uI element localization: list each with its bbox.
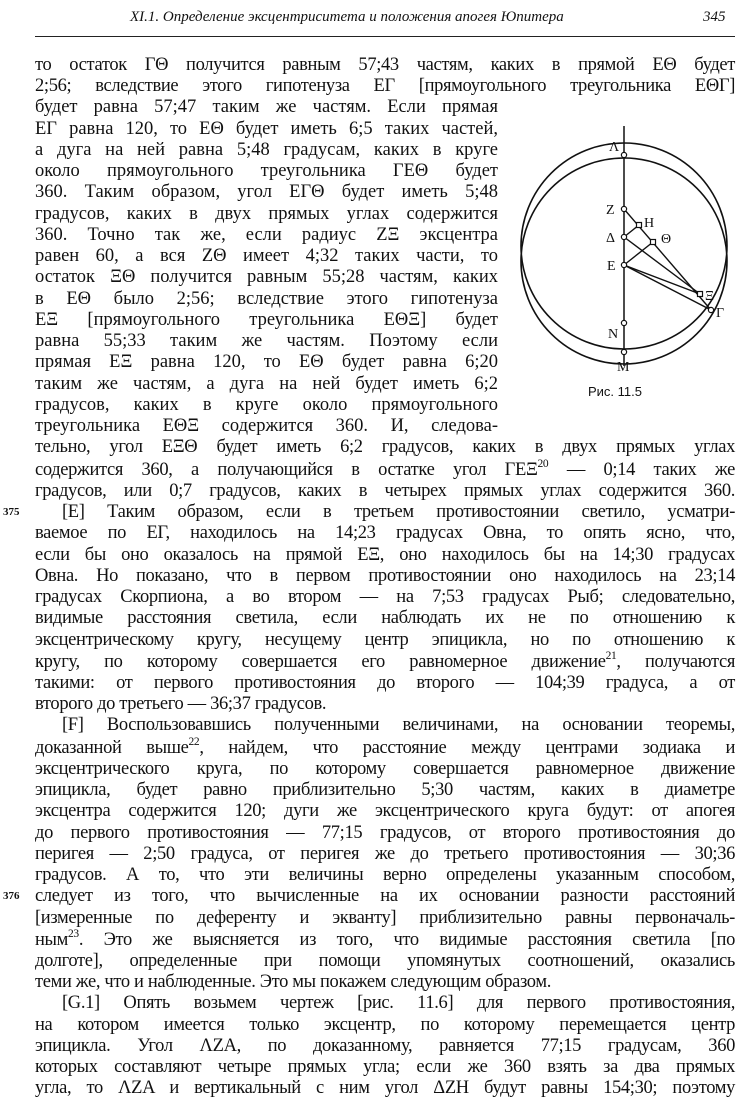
text-line: равна 55;33 таким же частям. Поэтому если (35, 331, 498, 351)
text-fragment: ным (35, 930, 68, 950)
label-delta: Δ (606, 231, 616, 246)
text-line: Овна. Но показано, что в первом противостоянии оно находилось на 23;14 (35, 566, 735, 586)
text-line (35, 652, 735, 673)
text-line: ΕΓ равна 120, то ΕΘ будет иметь 6;5 таких частей, (35, 119, 498, 139)
text-line: эксцентра содержится 120; дуги же эксцентрического круга будут: от апогея (35, 801, 735, 821)
text-line: 360. Таким образом, угол ΕΓΘ будет иметь 5;48 (35, 182, 498, 202)
running-title: XI.1. Определение эксцентриситета и положения апогея Юпитера (130, 9, 564, 25)
text-fragment: — 0;14 таких же (566, 460, 735, 480)
line-e-gamma (624, 265, 711, 310)
label-lambda: Λ (609, 140, 620, 155)
text-line: равен 60, а вся ΖΘ имеет 4;32 таких части, то (35, 246, 498, 266)
text-line: остаток ΞΘ получится равным 55;28 частям, каких (35, 267, 498, 287)
text-line (35, 738, 735, 759)
paragraph-e-start: [E] Таким образом, если в третьем противостоянии светило, усматри- (62, 502, 735, 522)
text-fragment: . Это же выясняется из того, что видимые расстояния светила [по (78, 930, 735, 950)
point-theta (651, 240, 656, 245)
footnote-ref-20[interactable]: 20 (537, 458, 549, 470)
label-gamma: Γ (716, 306, 725, 321)
text-line: 2;56; вследствие этого гипотенуза ΕΓ [прямоугольного треугольника ΕΘΓ] (35, 76, 735, 96)
margin-number-375: 375 (3, 506, 20, 518)
point-xi (698, 292, 703, 297)
text-fragment: содержится 360, а получающийся в остатке угол ΓΕΞ (35, 460, 538, 480)
text-line: градусов, каких в двух прямых углах содержится (35, 204, 498, 224)
paragraph-f-start: [F] Воспользовавшись полученными величинами, на основании теоремы, (62, 715, 735, 735)
text-line: эпицикла, будет равно приблизительно 5;30 частям, каких в диаметре (35, 780, 735, 800)
text-line: прямая ΕΞ равна 120, то ΕΘ будет равна 6;20 (35, 352, 498, 372)
text-line: в ΕΘ было 2;56; вследствие этого гипотенуза (35, 289, 498, 309)
label-theta: Θ (661, 232, 672, 247)
header-rule (35, 36, 735, 37)
footnote-ref-22[interactable]: 22 (188, 736, 200, 748)
text-line: теми же, что и наблюденные. Это мы покажем следующим образом. (35, 972, 551, 992)
text-line: градусов, каких в круге около прямоугольного (35, 395, 498, 415)
text-line: видимые расстояния светила, если наблюдать их не по отношению к (35, 608, 735, 628)
text-line: градусов, или 0;7 градусов, каких в четырех прямых углах содержится 360. (35, 481, 735, 501)
text-line: а дуга на ней равна 5;48 градусам, каких в круге (35, 140, 498, 160)
label-z: Z (606, 203, 615, 218)
paragraph-g1-start: [G.1] Опять возьмем чертеж [рис. 11.6] для первого противостояния, (62, 993, 735, 1013)
text-line: эксцентрического круга, по которому совершается равномерное движение (35, 759, 735, 779)
text-line: эксцентрическому кругу, несущему центр эпицикла, но по отношению к (35, 630, 735, 650)
point-delta (621, 234, 626, 239)
text-fragment: , найдем, что расстояние между центрами зодиака и (199, 738, 735, 758)
text-line: [измеренные по деференту и экванту] приблизительно равны первоначаль- (35, 908, 735, 928)
text-line: градусов. А то, что эти величины верно определены указанным способом, (35, 865, 735, 885)
text-line: такими: от первого противостояния до второго — 104;39 градуса, а от (35, 673, 735, 693)
figure-11-5 (500, 118, 735, 408)
figure-diagram (500, 118, 735, 380)
margin-number-376: 376 (3, 890, 20, 902)
text-line: угла, то ΛΖΑ и вертикальный с ним угол ΔΖΗ будут равны 154;30; поэтому (35, 1078, 735, 1098)
text-line: до первого противостояния — 77;15 градусов, от второго противостояния до (35, 823, 735, 843)
point-n (621, 320, 626, 325)
text-fragment: , получаются (616, 652, 736, 672)
text-line: тельно, угол ΕΞΘ будет иметь 6;2 градусов, каких в двух прямых углах (35, 437, 735, 457)
text-line: ваемое по ΕΓ, находилось на 14;23 градусах Овна, то опять ясно, что, (35, 523, 735, 543)
page-number: 345 (703, 9, 726, 25)
line-e-xi (624, 265, 700, 294)
point-e (621, 262, 626, 267)
text-line: 360. Точно так же, если радиус ΖΞ эксцентра (35, 225, 498, 245)
text-line: ΕΞ [прямоугольного треугольника ΕΘΞ] будет (35, 310, 498, 330)
text-fragment: доказанной выше (35, 738, 189, 758)
text-line: второго до третьего — 36;37 градусов. (35, 694, 327, 714)
text-line: таким же частям, а дуга на ней будет иметь 6;2 (35, 374, 498, 394)
text-line: около прямоугольного треугольника ΓΕΘ будет (35, 161, 498, 181)
text-line (35, 930, 735, 951)
text-line: то остаток ΓΘ получится равным 57;43 частям, каких в прямой ΕΘ будет (35, 55, 735, 75)
footnote-ref-23[interactable]: 23 (68, 928, 79, 940)
text-fragment: кругу, по которому совершается его равномерное движение (35, 652, 606, 672)
figure-caption: Рис. 11.5 (588, 384, 642, 399)
point-z (621, 206, 626, 211)
footnote-ref-21[interactable]: 21 (605, 650, 617, 662)
label-m: M (617, 360, 630, 375)
point-lambda (621, 152, 626, 157)
text-line: долготе], определенные при помощи упомянутых соотношений, оказались (35, 951, 735, 971)
text-line: перигея — 2;50 градуса, от перигея же до третьего противостояния — 30;36 (35, 844, 735, 864)
point-m (621, 349, 626, 354)
text-line: если бы оно оказалось на прямой ΕΞ, оно находилось бы на 14;30 градусах (35, 545, 735, 565)
text-line (35, 460, 735, 481)
line-e-theta (624, 242, 653, 265)
text-line: эпицикла. Угол ΛΖΑ, по доказанному, равняется 77;15 градусам, 360 (35, 1036, 735, 1056)
text-line: будет равна 57;47 таким же частям. Если прямая (35, 97, 498, 117)
text-line: градусах Скорпиона, а во втором — на 7;53 градусах Рыб; следовательно, (35, 587, 735, 607)
text-line: на котором имеется только эксцентр, по которому перемещается центр (35, 1015, 735, 1035)
point-h (637, 223, 642, 228)
text-line: треугольника ΕΘΞ содержится 360. И, следова- (35, 416, 498, 436)
label-e: E (607, 259, 616, 274)
label-xi: Ξ (705, 289, 715, 304)
label-h: H (644, 216, 655, 231)
text-line: которых составляют четыре прямых угла; если же 360 взять за два прямых (35, 1057, 735, 1077)
point-gamma (708, 307, 713, 312)
label-n: N (608, 327, 619, 342)
text-line: следует из того, что вычисленные на их основании разности расстояний (35, 886, 735, 906)
